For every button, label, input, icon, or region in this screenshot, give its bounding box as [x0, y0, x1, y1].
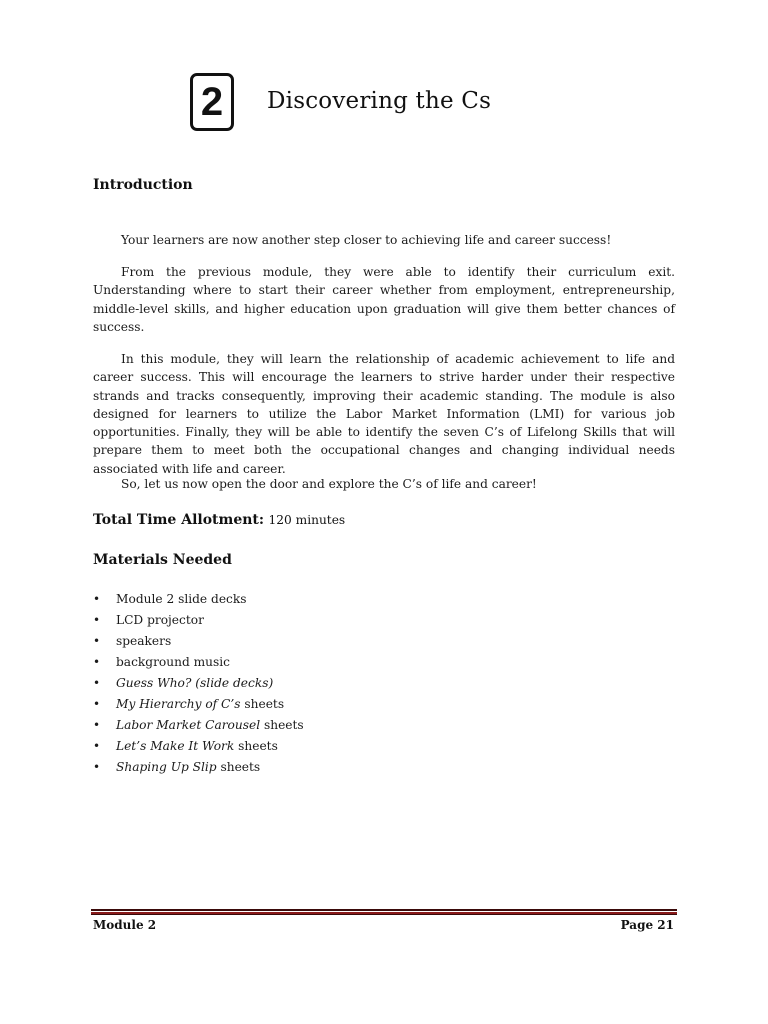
- time-allotment-value: 120 minutes: [268, 513, 346, 527]
- time-allotment: [93, 512, 675, 528]
- bullet-icon: •: [93, 655, 101, 669]
- intro-paragraph-4: So, let us now open the door and explore the C’s of life and career!: [121, 477, 537, 491]
- materials-heading: Materials Needed: [93, 552, 232, 568]
- materials-list-item: [93, 589, 653, 610]
- intro-paragraph-2: From the previous module, they were able to identify their curriculum exit. Understanding where to start their career whether from employment, entrepreneurship, middle-level skills, and higher education upon graduation will give them better chances of success.: [93, 265, 675, 334]
- materials-item-text: sheets: [260, 718, 304, 732]
- footer-rule: [91, 909, 677, 915]
- materials-item-title: My Hierarchy of C’s: [116, 697, 241, 711]
- intro-paragraph-1: Your learners are now another step closer to achieving life and career success!: [121, 233, 612, 247]
- chapter-title: Discovering the Cs: [267, 88, 492, 114]
- introduction-heading: Introduction: [93, 177, 193, 193]
- materials-item-text: sheets: [240, 697, 285, 711]
- materials-item-text: Module 2 slide decks: [116, 592, 247, 606]
- chapter-number: 2: [200, 80, 224, 124]
- materials-item-title: Shaping Up Slip: [116, 760, 217, 774]
- materials-item-text: sheets: [216, 760, 261, 774]
- time-allotment-label: Total Time Allotment:: [93, 512, 265, 528]
- bullet-icon: •: [93, 634, 101, 648]
- bullet-icon: •: [93, 676, 101, 690]
- bullet-icon: •: [93, 613, 101, 627]
- bullet-icon: •: [93, 760, 101, 774]
- materials-item-text: background music: [116, 655, 231, 669]
- footer-rule-line: [91, 914, 677, 915]
- materials-list-item: [93, 715, 653, 736]
- chapter-number-badge: [190, 73, 234, 131]
- materials-list-item: [93, 694, 653, 715]
- materials-list-item: [93, 673, 653, 694]
- materials-list-item: [93, 652, 653, 673]
- intro-paragraph-3: In this module, they will learn the relationship of academic achievement to life and career success. This will encourage the learners to strive harder under their respective strands and tracks consequently, improving their academic standing. The module is also designed for learners to utilize the Labor Market Information (LMI) for various job opportunities. Finally, they will be able to identify the seven C’s of Lifelong Skills that will prepare them to meet both the occupational changes and changing individual needs associated with life and career.: [93, 352, 675, 476]
- bullet-icon: •: [93, 697, 101, 711]
- materials-list-item: [93, 631, 653, 652]
- materials-item-text: sheets: [234, 739, 278, 753]
- materials-item-title: Labor Market Carousel: [116, 718, 261, 732]
- materials-item-text: LCD projector: [116, 613, 204, 627]
- footer-page-number: Page 21: [620, 918, 674, 932]
- materials-list: [93, 589, 653, 778]
- materials-list-item: [93, 610, 653, 631]
- bullet-icon: •: [93, 739, 101, 753]
- bullet-icon: •: [93, 592, 101, 606]
- bullet-icon: •: [93, 718, 101, 732]
- materials-list-item: [93, 736, 653, 757]
- footer-module-label: Module 2: [93, 918, 157, 932]
- footer-rule-line: [91, 909, 677, 911]
- materials-item-text: speakers: [116, 634, 172, 648]
- materials-item-title: Guess Who? (slide decks): [116, 676, 274, 690]
- materials-item-title: Let’s Make It Work: [116, 739, 235, 753]
- materials-list-item: [93, 757, 653, 778]
